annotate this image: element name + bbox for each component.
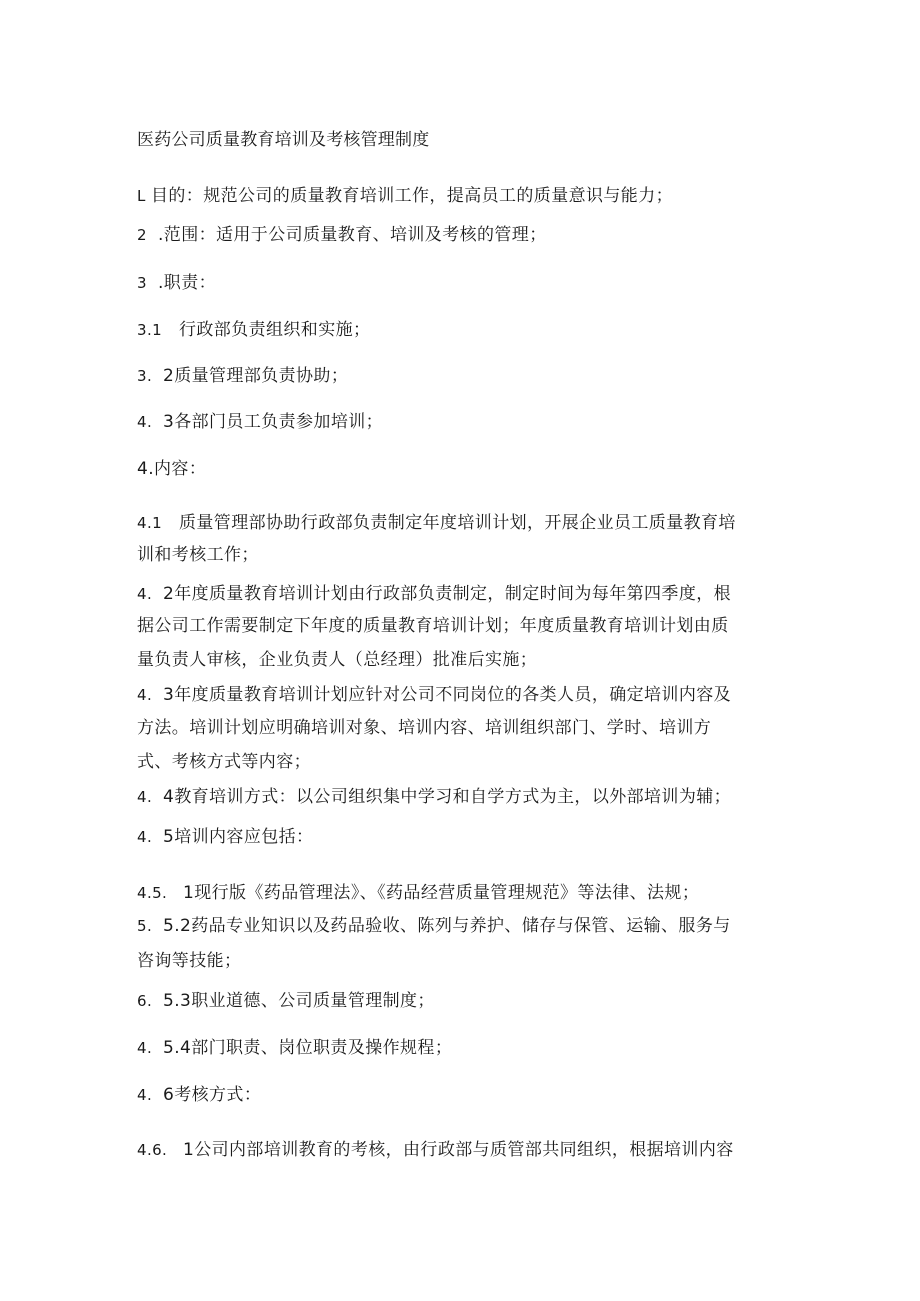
line-text: 5.2药品专业知识以及药品验收、陈列与养护、储存与保管、运输、服务与 bbox=[163, 916, 731, 936]
text-line bbox=[137, 584, 731, 604]
document-title: 医药公司质量教育培训及考核管理制度 bbox=[137, 130, 430, 150]
line-text: 量负责人审核，企业负责人（总经理）批准后实施； bbox=[137, 650, 538, 670]
text-line bbox=[137, 1085, 261, 1105]
line-text: 4.内容： bbox=[137, 459, 207, 479]
item-number: 4. bbox=[137, 1039, 153, 1057]
item-number: 3. bbox=[137, 367, 153, 385]
line-text: 3各部门员工负责参加培训； bbox=[163, 412, 384, 432]
line-text: 训和考核工作； bbox=[137, 545, 259, 565]
text-line bbox=[137, 545, 259, 565]
text-line bbox=[137, 916, 731, 936]
item-number: 4.6. bbox=[137, 1141, 168, 1159]
text-line bbox=[137, 718, 711, 738]
line-text: 1公司内部培训教育的考核，由行政部与质管部共同组织，根据培训内容 bbox=[183, 1140, 734, 1160]
text-line bbox=[137, 616, 729, 636]
line-text: 据公司工作需要制定下年度的质量教育培训计划；年度质量教育培训计划由质 bbox=[137, 616, 729, 636]
text-line bbox=[137, 513, 736, 533]
text-line bbox=[137, 650, 537, 670]
line-text: 咨询等技能； bbox=[137, 951, 242, 971]
text-line bbox=[137, 1038, 452, 1058]
item-number: 4. bbox=[137, 585, 153, 603]
line-text: 目的：规范公司的质量教育培训工作，提高员工的质量意识与能力； bbox=[151, 186, 673, 206]
line-text: 方法。培训计划应明确培训对象、培训内容、培训组织部门、学时、培训方 bbox=[137, 718, 712, 738]
line-text: 式、考核方式等内容； bbox=[137, 752, 311, 772]
item-number: 4. bbox=[137, 686, 153, 704]
line-text: 5.3职业道德、公司质量管理制度； bbox=[163, 991, 435, 1011]
line-text: .职责： bbox=[158, 273, 217, 293]
line-text: 6考核方式： bbox=[163, 1085, 262, 1105]
line-text: 5培训内容应包括： bbox=[163, 827, 314, 847]
text-line bbox=[137, 225, 547, 245]
text-line bbox=[137, 951, 241, 971]
text-line bbox=[137, 320, 370, 340]
text-line bbox=[137, 412, 383, 432]
line-text: 1现行版《药品管理法》、《药品经营质量管理规范》等法律、法规； bbox=[183, 883, 700, 903]
line-text: 5.4部门职责、岗位职责及操作规程； bbox=[163, 1038, 453, 1058]
item-number: 4.1 bbox=[137, 514, 163, 532]
item-number: 4. bbox=[137, 828, 153, 846]
item-number: 5. bbox=[137, 917, 153, 935]
line-text: 4教育培训方式：以公司组织集中学习和自学方式为主，以外部培训为辅； bbox=[163, 787, 732, 807]
text-line bbox=[137, 186, 673, 206]
text-line bbox=[137, 827, 313, 847]
text-line bbox=[137, 752, 311, 772]
text-line bbox=[137, 685, 731, 705]
text-line bbox=[137, 991, 435, 1011]
item-number: 4. bbox=[137, 413, 153, 431]
item-number: 4.5. bbox=[137, 884, 168, 902]
line-text: 2年度质量教育培训计划由行政部负责制定，制定时间为每年第四季度，根 bbox=[163, 584, 732, 604]
item-number: 3 bbox=[137, 274, 147, 292]
line-text: 2质量管理部负责协助； bbox=[163, 366, 349, 386]
line-text: 质量管理部协助行政部负责制定年度培训计划，开展企业员工质量教育培 bbox=[179, 513, 736, 533]
line-text: 3年度质量教育培训计划应针对公司不同岗位的各类人员，确定培训内容及 bbox=[163, 685, 732, 705]
item-number: 3.1 bbox=[137, 321, 163, 339]
text-line bbox=[137, 366, 348, 386]
item-number: L bbox=[137, 187, 146, 205]
item-number: 4. bbox=[137, 1086, 153, 1104]
text-line bbox=[137, 787, 731, 807]
item-number: 4. bbox=[137, 788, 153, 806]
text-line bbox=[137, 883, 699, 903]
line-text: .范围：适用于公司质量教育、培训及考核的管理； bbox=[158, 225, 547, 245]
item-number: 6. bbox=[137, 992, 153, 1010]
item-number: 2 bbox=[137, 226, 147, 244]
line-text: 行政部负责组织和实施； bbox=[179, 320, 371, 340]
text-line bbox=[137, 273, 216, 293]
text-line bbox=[137, 459, 206, 479]
text-line bbox=[137, 1140, 734, 1160]
